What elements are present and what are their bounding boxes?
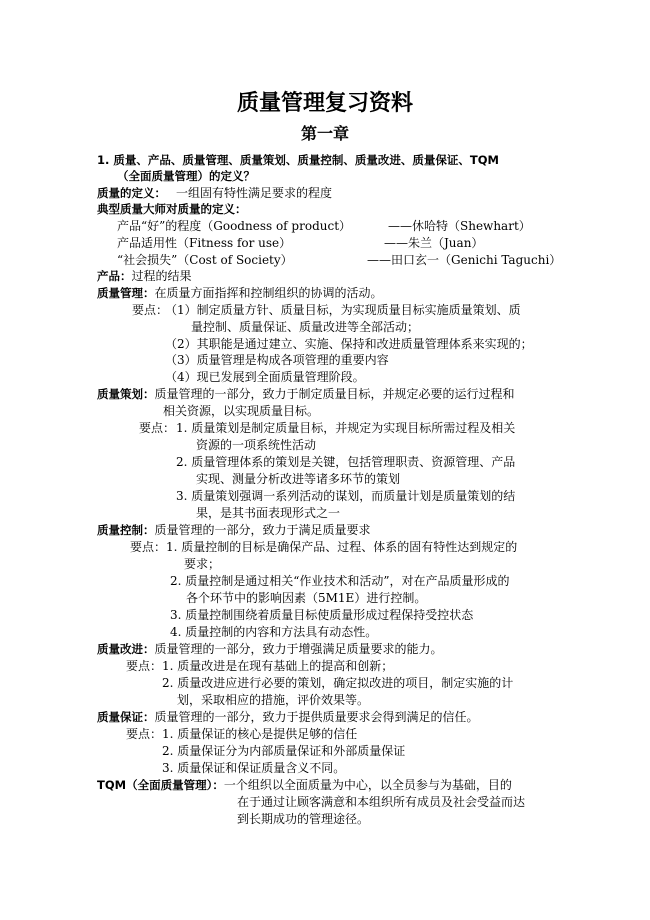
qc-points-label: 要点： — [130, 540, 167, 554]
master-def-2: 产品适用性（Fitness for use） — [117, 236, 292, 250]
qm-point-4: （4）现已发展到全面质量管理阶段。 — [165, 370, 365, 384]
qc-point-1b: 要求； — [184, 557, 221, 571]
tqm-text-1: 一个组织以全面质量为中心，以全员参与为基础，目的 — [223, 778, 512, 792]
quality-definition — [97, 185, 332, 201]
qi-point-1: 1. 质量改进是在现有基础上的提高和创新； — [162, 659, 394, 673]
qi-label: 质量改进： — [97, 642, 155, 656]
page-title: 质量管理复习资料 — [236, 91, 413, 116]
qm-definition — [97, 285, 383, 301]
product-text: 过程的结果 — [131, 269, 192, 283]
master-def-3: “社会损失”（Cost of Society） — [117, 253, 293, 267]
product-label: 产品： — [97, 269, 132, 283]
qm-points-label: 要点： — [132, 303, 169, 317]
qm-label: 质量管理： — [97, 286, 155, 300]
qc-point-4: 4. 质量控制的内容和方法具有动态性。 — [170, 625, 378, 639]
qc-point-1a: 1. 质量控制的目标是确保产品、过程、体系的固有特性达到规定的 — [166, 540, 518, 554]
qc-point-2b: 各个环节中的影响因素（5M1E）进行控制。 — [186, 591, 427, 605]
qp-point-1a: 1. 质量策划是制定质量目标，并规定为实现目标所需过程及相关 — [176, 421, 516, 435]
qi-point-2b: 划，采取相应的措施，评价效果等。 — [177, 693, 370, 707]
master-who-2: ——朱兰（Juan） — [384, 236, 484, 250]
qm-point-2: （2）其职能是通过建立、实施、保持和改进质量管理体系来实现的； — [165, 337, 533, 351]
qp-definition — [97, 386, 515, 402]
qa-label: 质量保证： — [97, 710, 155, 724]
qa-point-1: 1. 质量保证的核心是提供足够的信任 — [162, 727, 358, 741]
qm-point-1a: （1）制定质量方针、质量目标，为实现质量目标实施质量策划、质 — [165, 303, 521, 317]
qi-points-label: 要点： — [126, 659, 163, 673]
qa-point-2: 2. 质量保证分为内部质量保证和外部质量保证 — [162, 744, 406, 758]
qp-label: 质量策划： — [97, 387, 155, 401]
qi-definition — [97, 641, 443, 657]
qm-point-1b: 量控制、质量保证、质量改进等全部活动； — [191, 320, 420, 334]
qm-text: 在质量方面指挥和控制组织的协调的活动。 — [154, 286, 383, 300]
product-definition — [97, 268, 192, 284]
qp-point-3b: 果，是其书面表现形式之一 — [196, 506, 341, 520]
qp-text-1: 质量管理的一部分，致力于制定质量目标，并规定必要的运行过程和 — [154, 387, 515, 401]
qa-definition — [97, 709, 479, 725]
quality-definition-text: 一组固有特性满足要求的程度 — [176, 186, 333, 200]
qc-definition — [97, 522, 371, 538]
qc-point-3: 3. 质量控制围绕着质量目标使质量形成过程保持受控状态 — [170, 608, 474, 622]
tqm-text-3: 到长期成功的管理途径。 — [237, 812, 370, 826]
question-line-1: 1. 质量、产品、质量管理、质量策划、质量控制、质量改进、质量保证、TQM — [97, 153, 499, 167]
master-who-1: ——休哈特（Shewhart） — [388, 219, 531, 233]
qc-label: 质量控制： — [97, 523, 155, 537]
tqm-definition — [97, 777, 512, 793]
qp-text-2: 相关资源，以实现质量目标。 — [163, 404, 320, 418]
qa-points-label: 要点： — [126, 727, 163, 741]
qi-point-2a: 2. 质量改进应进行必要的策划，确定拟改进的项目，制定实施的计 — [162, 676, 514, 690]
qp-points-label: 要点： — [139, 421, 176, 435]
question-line-2: （全面质量管理）的定义？ — [117, 169, 255, 183]
qi-text: 质量管理的一部分，致力于增强满足质量要求的能力。 — [154, 642, 443, 656]
qc-point-2a: 2. 质量控制是通过相关“作业技术和活动”，对在产品质量形成的 — [170, 574, 510, 588]
tqm-label: TQM（全面质量管理）： — [97, 778, 224, 792]
qa-point-3: 3. 质量保证和保证质量含义不同。 — [162, 761, 346, 775]
qp-point-3a: 3. 质量策划强调一系列活动的谋划，而质量计划是质量策划的结 — [176, 489, 516, 503]
masters-heading: 典型质量大师对质量的定义： — [97, 202, 247, 216]
qc-text: 质量管理的一部分，致力于满足质量要求 — [154, 523, 371, 537]
qp-point-2a: 2. 质量管理体系的策划是关键，包括管理职责、资源管理、产品 — [176, 455, 516, 469]
qp-point-2b: 实现、测量分析改进等诸多环节的策划 — [196, 472, 401, 486]
quality-definition-label: 质量的定义： — [97, 186, 166, 200]
qm-point-3: （3）质量管理是构成各项管理的重要内容 — [165, 353, 389, 367]
tqm-text-2: 在于通过让顾客满意和本组织所有成员及社会受益而达 — [237, 795, 526, 809]
qp-point-1b: 资源的一项系统性活动 — [196, 438, 317, 452]
qa-text: 质量管理的一部分，致力于提供质量要求会得到满足的信任。 — [154, 710, 479, 724]
chapter-heading: 第一章 — [300, 124, 349, 143]
master-who-3: ——田口玄一（Genichi Taguchi） — [367, 253, 562, 267]
master-def-1: 产品“好”的程度（Goodness of product） — [117, 219, 352, 233]
